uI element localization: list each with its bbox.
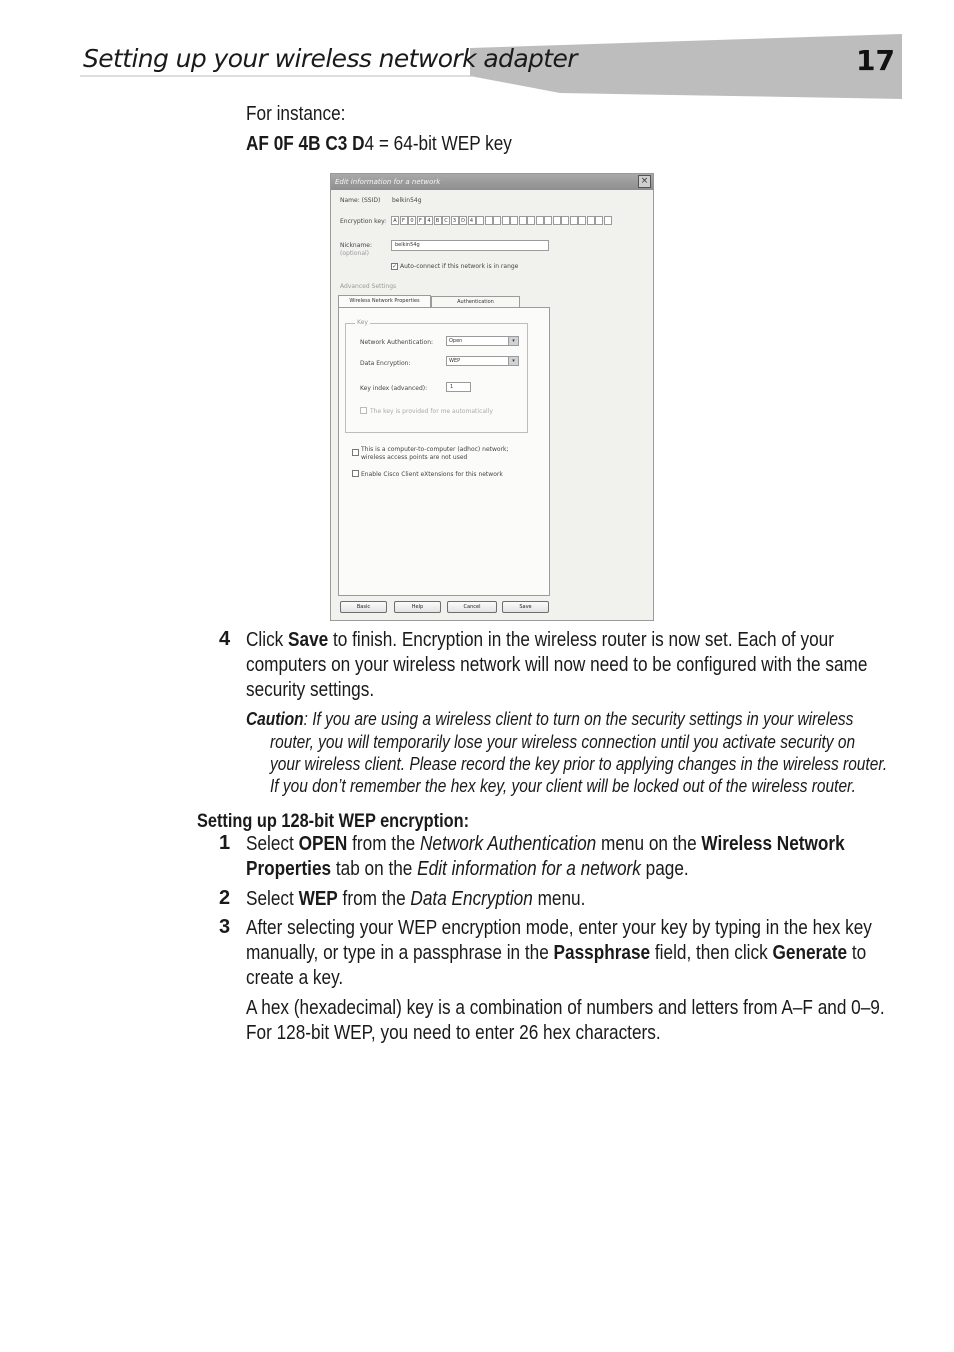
network-auth-select[interactable] bbox=[446, 336, 519, 346]
step-3-line-3: create a key. bbox=[246, 967, 344, 989]
cancel-button[interactable]: Cancel bbox=[447, 601, 497, 613]
caution-label: Caution bbox=[246, 709, 304, 729]
key-char-box[interactable] bbox=[544, 216, 552, 225]
dialog-title: Edit information for a network bbox=[331, 174, 653, 190]
key-group-label: Key bbox=[357, 319, 368, 326]
key-char-box[interactable]: 0 bbox=[408, 216, 416, 225]
step-4-line-3: security settings. bbox=[246, 679, 375, 701]
key-char-box[interactable] bbox=[527, 216, 535, 225]
data-encryption-value: WEP bbox=[449, 358, 461, 364]
hex-explanation-line-2: For 128-bit WEP, you need to enter 26 hex characters. bbox=[246, 1022, 661, 1044]
page-number: 17 bbox=[856, 44, 895, 77]
key-char-box[interactable] bbox=[553, 216, 561, 225]
key-char-box[interactable] bbox=[485, 216, 493, 225]
step-2-number: 2 bbox=[219, 887, 231, 909]
key-char-box[interactable]: 4 bbox=[425, 216, 433, 225]
optional-label: (optional) bbox=[340, 250, 369, 257]
name-label: Name: (SSID) bbox=[340, 197, 381, 204]
step-1-line-2: Properties tab on the Edit information for a network page. bbox=[246, 858, 689, 880]
autoconnect-checkbox[interactable]: ✓ bbox=[392, 263, 398, 270]
key-char-box[interactable]: 3 bbox=[451, 216, 459, 225]
key-example-rest: 4 = 64-bit WEP key bbox=[364, 133, 512, 155]
key-char-box[interactable]: F bbox=[400, 216, 408, 225]
name-value: belkin54g bbox=[392, 197, 422, 204]
step-3-line-2: manually, or type in a passphrase in the Passphrase field, then click Generate to bbox=[246, 942, 867, 964]
tab-authentication[interactable]: Authentication bbox=[431, 296, 520, 308]
chevron-down-icon: ▾ bbox=[508, 337, 518, 345]
step-4-line-1 bbox=[246, 628, 930, 653]
key-char-box[interactable]: D bbox=[459, 216, 467, 225]
caution-line-4: If you don’t remember the hex key, your client will be locked out of the wireless router. bbox=[270, 776, 856, 796]
network-auth-label: Network Authentication: bbox=[360, 339, 434, 346]
autoconnect-label: Auto-connect if this network is in range bbox=[400, 263, 519, 270]
close-icon[interactable]: × bbox=[638, 175, 651, 188]
adhoc-checkbox[interactable] bbox=[352, 449, 359, 456]
hex-explanation-line-1: A hex (hexadecimal) key is a combination of numbers and letters from A–F and 0–9. bbox=[246, 997, 885, 1019]
key-index-label: Key index (advanced): bbox=[360, 385, 428, 392]
key-char-box[interactable] bbox=[561, 216, 569, 225]
running-header-title: Setting up your wireless network adapter bbox=[83, 44, 577, 73]
tab-wireless-network-properties[interactable]: Wireless Network Properties bbox=[338, 295, 431, 308]
step-4-number: 4 bbox=[219, 628, 231, 650]
cisco-label: Enable Cisco Client eXtensions for this network bbox=[361, 471, 503, 478]
cisco-checkbox[interactable] bbox=[352, 470, 359, 477]
key-char-box[interactable]: A bbox=[391, 216, 399, 225]
key-char-box[interactable] bbox=[595, 216, 603, 225]
key-char-box[interactable] bbox=[510, 216, 518, 225]
step-4-save: Save bbox=[288, 629, 329, 651]
key-example-bold: AF 0F 4B C3 D bbox=[246, 133, 365, 155]
key-char-box[interactable]: 4 bbox=[468, 216, 476, 225]
auto-key-label: The key is provided for me automatically bbox=[370, 408, 493, 415]
nickname-label: Nickname: bbox=[340, 242, 372, 249]
step-4-line-2: computers on your wireless network will now need to be configured with the same bbox=[246, 654, 868, 676]
caution-line-2: router, you will temporarily lose your wireless connection until you activate security on bbox=[270, 732, 856, 752]
key-char-box[interactable] bbox=[536, 216, 544, 225]
step-3-line-1: After selecting your WEP encryption mode, enter your key by typing in the hex key bbox=[246, 917, 872, 939]
key-index-stepper[interactable] bbox=[446, 382, 471, 392]
key-char-box[interactable] bbox=[587, 216, 595, 225]
step-2-line: Select WEP from the Data Encryption menu. bbox=[246, 888, 586, 910]
encryption-key-label: Encryption key: bbox=[340, 218, 387, 225]
help-button[interactable]: Help bbox=[394, 601, 441, 613]
caution-line-3: your wireless client. Please record the key prior to applying changes in the wireless router. bbox=[270, 754, 888, 774]
caution-line-1 bbox=[246, 708, 952, 730]
key-char-box[interactable] bbox=[493, 216, 501, 225]
key-example bbox=[246, 132, 555, 157]
for-instance-text: For instance: bbox=[246, 103, 346, 125]
key-char-box[interactable] bbox=[519, 216, 527, 225]
save-button[interactable]: Save bbox=[502, 601, 549, 613]
key-char-box[interactable] bbox=[570, 216, 578, 225]
nickname-field[interactable]: belkin54g bbox=[391, 240, 549, 251]
key-char-box[interactable] bbox=[578, 216, 586, 225]
key-index-value: 1 bbox=[450, 384, 454, 390]
step-1-line-1: Select OPEN from the Network Authentication menu on the Wireless Network bbox=[246, 833, 845, 855]
network-auth-value: Open bbox=[449, 338, 463, 344]
step-1-number: 1 bbox=[219, 832, 231, 854]
key-char-box[interactable] bbox=[604, 216, 612, 225]
step-4-click: Click bbox=[246, 629, 289, 651]
key-char-box[interactable] bbox=[502, 216, 510, 225]
key-char-box[interactable]: B bbox=[434, 216, 442, 225]
basic-button[interactable]: Basic bbox=[340, 601, 387, 613]
data-encryption-select[interactable] bbox=[446, 356, 519, 366]
key-char-box[interactable] bbox=[476, 216, 484, 225]
edit-network-dialog-screenshot bbox=[330, 173, 654, 621]
data-encryption-label: Data Encryption: bbox=[360, 360, 411, 367]
caution-text-1: : If you are using a wireless client to turn on the security settings in your wireless bbox=[303, 709, 854, 729]
auto-key-checkbox[interactable] bbox=[360, 407, 367, 414]
chevron-down-icon: ▾ bbox=[508, 357, 518, 365]
advanced-settings-label: Advanced Settings bbox=[340, 283, 397, 290]
step-3-number: 3 bbox=[219, 916, 231, 938]
adhoc-label-line1: This is a computer-to-computer (adhoc) network; bbox=[361, 446, 509, 453]
key-char-box[interactable]: F bbox=[417, 216, 425, 225]
section-heading-128bit: Setting up 128-bit WEP encryption: bbox=[197, 811, 470, 832]
step-4-rest: to finish. Encryption in the wireless router is now set. Each of your bbox=[328, 629, 834, 651]
key-char-box[interactable]: C bbox=[442, 216, 450, 225]
adhoc-label-line2: wireless access points are not used bbox=[361, 454, 468, 461]
